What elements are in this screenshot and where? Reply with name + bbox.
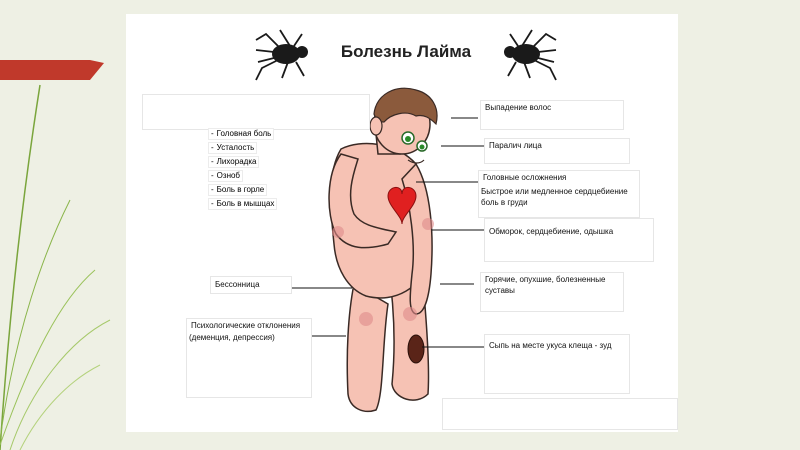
symptom-item (208, 142, 257, 154)
callout-head-heart (478, 170, 640, 218)
symptom-item (208, 156, 259, 168)
callout-hair-loss (480, 100, 624, 130)
symptom-label: Головная боль (216, 129, 272, 138)
callout-label: суставы (485, 286, 515, 295)
list-dash: - (211, 171, 214, 180)
symptom-label: Усталость (216, 143, 255, 152)
tick-icon (256, 30, 308, 80)
callout-label: Горячие, опухшие, болезненные (485, 275, 606, 284)
callout-rash (484, 334, 630, 394)
list-dash: - (211, 129, 214, 138)
callout-label: Обморок, сердцебиение, одышка (489, 227, 614, 236)
callout-label: Психологические отклонения (191, 321, 301, 330)
symptom-item (208, 184, 267, 196)
empty-box (142, 94, 370, 130)
callout-label: Выпадение волос (485, 103, 552, 112)
callout-joints (480, 272, 624, 312)
symptom-item (208, 128, 274, 140)
list-dash: - (211, 199, 214, 208)
diagram-panel (126, 14, 678, 432)
callout-label: Головные осложнения (483, 173, 567, 182)
callout-label: Быстрое или медленное сердцебиение (481, 187, 628, 196)
callout-fainting (484, 218, 654, 262)
callout-insomnia (210, 276, 292, 294)
symptom-item (208, 198, 277, 210)
callout-label: боль в груди (481, 198, 528, 207)
list-dash: - (211, 143, 214, 152)
callout-psych (186, 318, 312, 398)
page-title: Болезнь Лайма (332, 32, 480, 72)
callout-label: Бессонница (215, 280, 260, 289)
tick-icon (504, 30, 556, 80)
callout-label: Паралич лица (489, 141, 542, 150)
callout-facial-paralysis (484, 138, 630, 164)
arrow-tab (0, 60, 104, 80)
callout-label: (деменция, депрессия) (189, 333, 275, 342)
symptom-label: Лихорадка (216, 157, 257, 166)
symptom-label: Озноб (216, 171, 241, 180)
symptom-label: Боль в горле (216, 185, 265, 194)
list-dash: - (211, 157, 214, 166)
symptom-label: Боль в мышцах (216, 199, 275, 208)
symptom-item (208, 170, 243, 182)
callout-label: Сыпь на месте укуса клеща - зуд (489, 341, 612, 350)
list-dash: - (211, 185, 214, 194)
empty-box (442, 398, 678, 430)
